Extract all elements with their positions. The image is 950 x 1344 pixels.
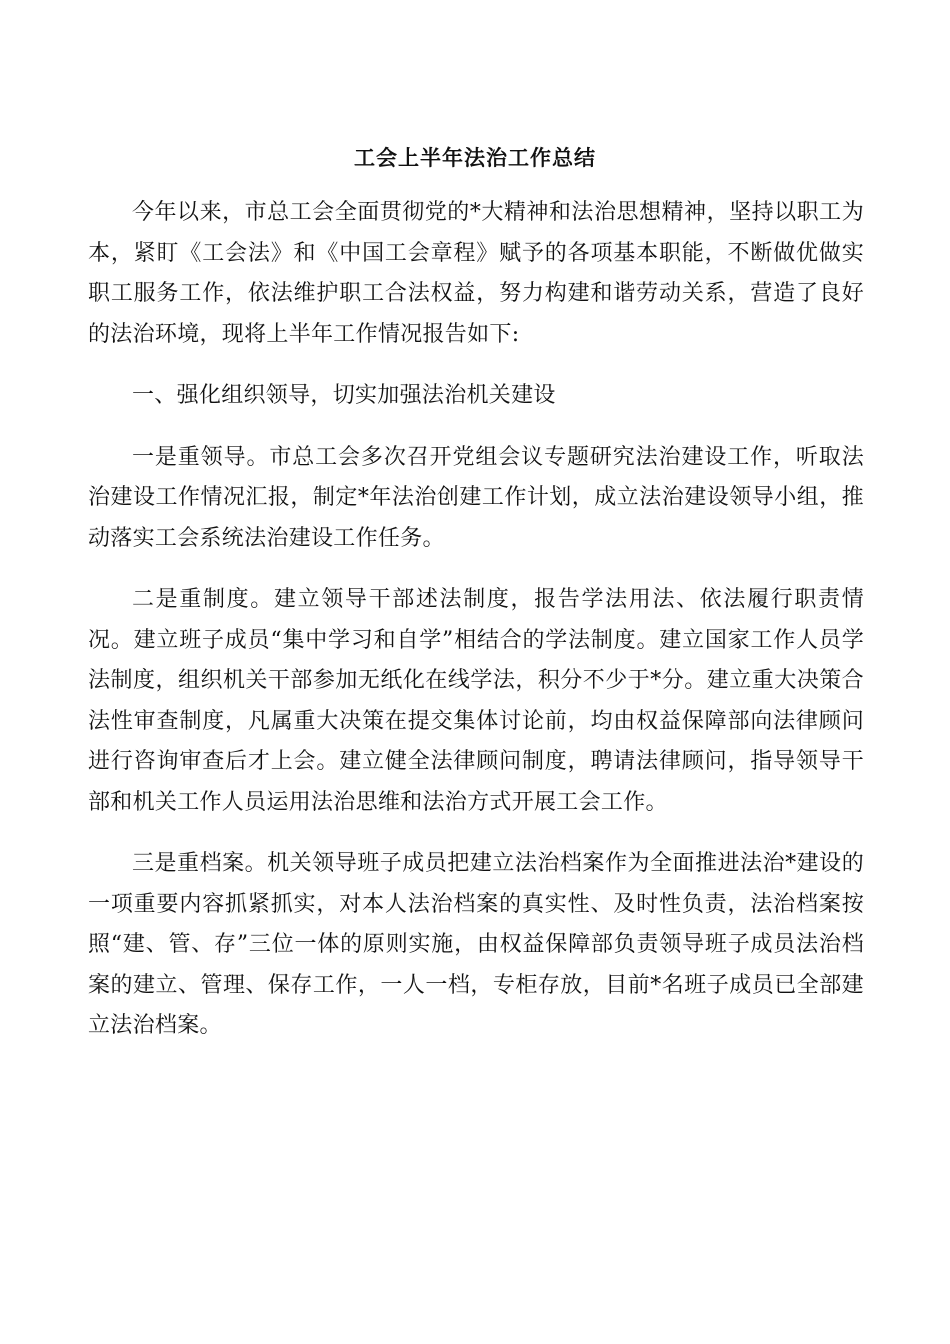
document-title: 工会上半年法治工作总结 <box>354 146 596 170</box>
document-body <box>88 193 864 1047</box>
paragraph-leadership: 一是重领导。市总工会多次召开党组会议专题研究法治建设工作，听取法治建设工作情况汇报，制定*年法治创建工作计划，成立法治建设领导小组，推动落实工会系统法治建设工作任务。 <box>88 444 864 551</box>
paragraph-archives: 三是重档案。机关领导班子成员把建立法治档案作为全面推进法治*建设的一项重要内容抓紧抓实，对本人法治档案的真实性、及时性负责，法治档案按照“建、管、存”三位一体的原则实施，由权益保障部负责领导班子成员法治档案的建立、管理、保存工作，一人一档，专柜存放，目前*名班子成员已全部建立法治档案。 <box>88 851 864 1038</box>
section-heading-1: 一、强化组织领导，切实加强法治机关建设 <box>132 383 556 408</box>
paragraph-system: 二是重制度。建立领导干部述法制度，报告学法用法、依法履行职责情况。建立班子成员“集中学习和自学”相结合的学法制度。建立国家工作人员学法制度，组织机关干部参加无纸化在线学法，积分不少于*分。建立重大决策合法性审查制度，凡属重大决策在提交集体讨论前，均由权益保障部向法律顾问进行咨询审查后才上会。建立健全法律顾问制度，聘请法律顾问，指导领导干部和机关工作人员运用法治思维和法治方式开展工会工作。 <box>88 587 864 815</box>
intro-paragraph: 今年以来，市总工会全面贯彻党的*大精神和法治思想精神，坚持以职工为本，紧盯《工会法》和《中国工会章程》赋予的各项基本职能，不断做优做实职工服务工作，依法维护职工合法权益，努力构建和谐劳动关系，营造了良好的法治环境，现将上半年工作情况报告如下: <box>88 200 864 347</box>
